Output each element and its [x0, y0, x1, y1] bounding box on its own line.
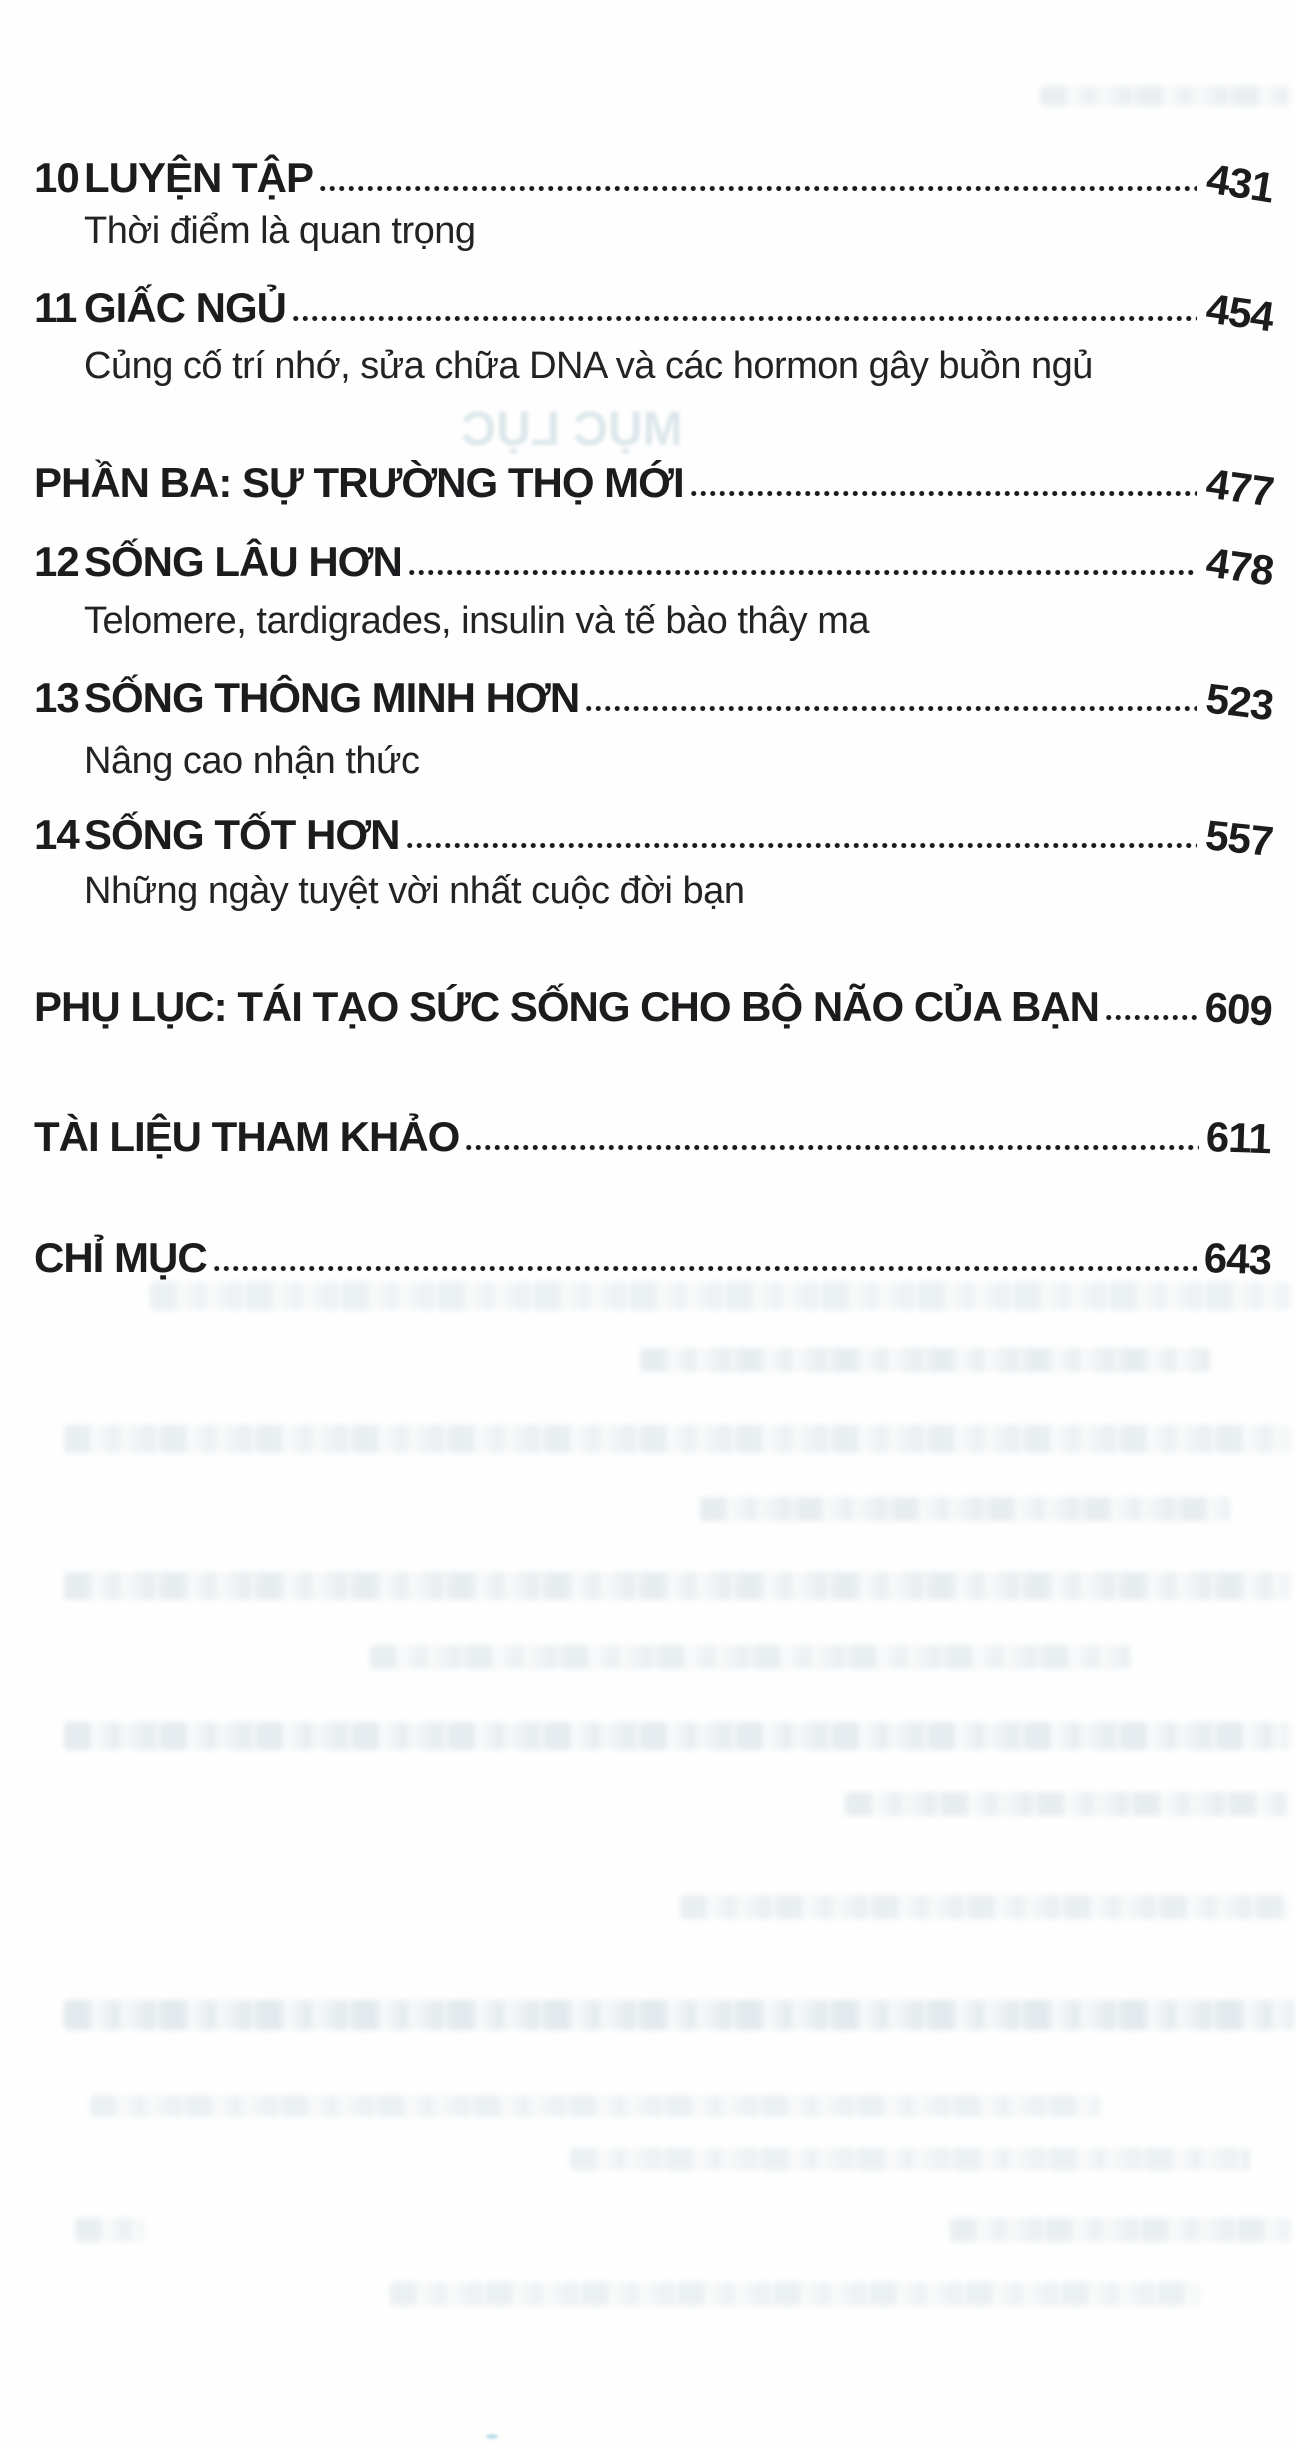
dot-leader — [464, 1141, 1199, 1154]
toc-entry — [34, 153, 1277, 212]
dot-leader — [407, 566, 1197, 579]
toc-section — [34, 458, 1277, 516]
page-number: 557 — [1203, 811, 1275, 866]
ghost-text-line — [64, 2000, 1294, 2030]
ghost-text-line — [64, 1425, 1290, 1453]
section-title: PHẦN BA: SỰ TRƯỜNG THỌ MỚI — [34, 459, 684, 506]
ghost-text-line — [640, 1348, 1210, 1372]
section-title: CHỈ MỤC — [34, 1234, 207, 1281]
toc-subtitle: Nâng cao nhận thức — [84, 740, 420, 782]
dot-leader — [405, 839, 1197, 852]
ghost-text-line — [680, 1895, 1290, 1919]
toc-section — [34, 1112, 1270, 1162]
page-number: 611 — [1205, 1113, 1272, 1163]
ghost-text-line — [700, 1497, 1230, 1521]
toc-subtitle: Củng cố trí nhớ, sửa chữa DNA và các hormon gây buồn ngủ — [84, 345, 1093, 387]
page-number: 523 — [1203, 674, 1276, 730]
ghost-text-line — [64, 1722, 1290, 1750]
ghost-text-line — [64, 1572, 1290, 1600]
ghost-text-line — [90, 2095, 1100, 2117]
toc-entry — [34, 673, 1276, 730]
chapter-title: LUYỆN TẬP — [84, 154, 314, 201]
page-number: 478 — [1203, 538, 1277, 595]
toc-entry — [34, 537, 1277, 595]
chapter-title: SỐNG THÔNG MINH HƠN — [84, 674, 580, 721]
chapter-number: 14 — [34, 811, 79, 858]
ghost-text-line — [390, 2282, 1200, 2306]
ghost-show-through-title: MỤC LỤC — [461, 403, 683, 456]
ghost-text-line — [570, 2148, 1250, 2170]
page-number: 431 — [1203, 154, 1277, 212]
chapter-number: 11 — [34, 284, 77, 331]
ghost-text-line — [370, 1645, 1130, 1669]
chapter-title: SỐNG TỐT HƠN — [84, 811, 400, 858]
ghost-text-line — [845, 1792, 1290, 1816]
chapter-title: GIẤC NGỦ — [84, 284, 286, 331]
page-number: 477 — [1203, 459, 1277, 516]
page-number: 454 — [1203, 284, 1277, 341]
page-number: 643 — [1202, 1234, 1272, 1284]
section-title: TÀI LIỆU THAM KHẢO — [34, 1113, 460, 1160]
scan-artifact — [486, 2434, 498, 2439]
dot-leader — [318, 182, 1197, 195]
ghost-text-line — [1040, 86, 1290, 106]
toc-subtitle: Telomere, tardigrades, insulin và tế bào thây ma — [84, 600, 869, 642]
ghost-text-line — [150, 1282, 1290, 1310]
dot-leader — [1104, 1011, 1197, 1024]
dot-leader — [689, 487, 1197, 500]
chapter-title: SỐNG LÂU HƠN — [84, 538, 402, 585]
toc-entry — [34, 283, 1277, 341]
toc-subtitle: Những ngày tuyệt vời nhất cuộc đời bạn — [84, 870, 745, 912]
ghost-text-line — [950, 2218, 1290, 2242]
dot-leader — [584, 702, 1197, 715]
dot-leader — [212, 1262, 1197, 1275]
section-title: PHỤ LỤC: TÁI TẠO SỨC SỐNG CHO BỘ NÃO CỦA BẠN — [34, 983, 1099, 1030]
toc-subtitle: Thời điểm là quan trọng — [84, 210, 476, 252]
toc-section — [34, 1233, 1270, 1283]
chapter-number: 10 — [34, 154, 79, 201]
ghost-text-line — [75, 2218, 145, 2242]
dot-leader — [291, 312, 1197, 325]
page-number: 609 — [1203, 983, 1274, 1035]
toc-section — [34, 982, 1274, 1035]
chapter-number: 13 — [34, 674, 79, 721]
chapter-number: 12 — [34, 538, 79, 585]
toc-entry — [34, 810, 1275, 866]
